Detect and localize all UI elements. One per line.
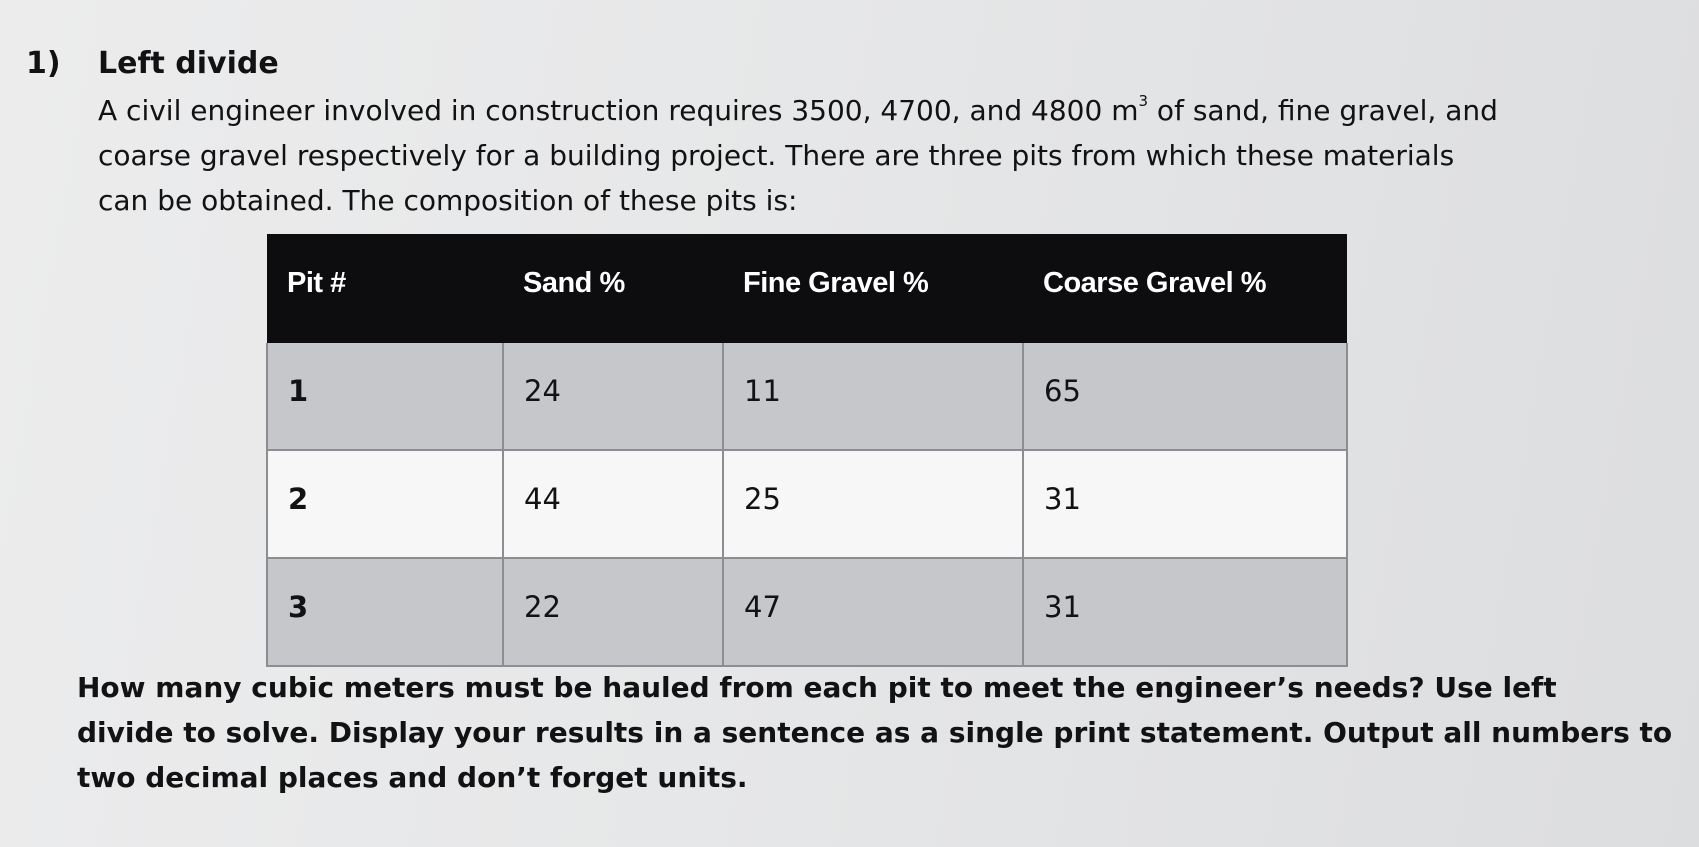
question-title: Left divide bbox=[98, 46, 279, 81]
question-line-2: divide to solve. Display your results in a sentence as a single print statement. Output all numbers to bbox=[77, 716, 1673, 749]
sand-cell: 24 bbox=[503, 343, 723, 450]
problem-statement bbox=[98, 88, 1618, 223]
coarse-gravel-cell: 65 bbox=[1023, 343, 1347, 450]
sand-cell: 44 bbox=[503, 450, 723, 558]
table-header-row bbox=[267, 234, 1347, 343]
statement-line-3: can be obtained. The composition of these pits is: bbox=[98, 184, 798, 217]
pit-number-cell: 2 bbox=[267, 450, 503, 558]
statement-line-1: A civil engineer involved in construction requires 3500, 4700, and 4800 $m^3$ of sand, fine gravel, and bbox=[98, 92, 1498, 127]
question-line-3: two decimal places and don’t forget units. bbox=[77, 761, 748, 794]
fine-gravel-cell: 47 bbox=[723, 558, 1023, 666]
fine-gravel-cell: 11 bbox=[723, 343, 1023, 450]
coarse-gravel-cell: 31 bbox=[1023, 450, 1347, 558]
table-row bbox=[267, 343, 1347, 450]
table-row bbox=[267, 558, 1347, 666]
statement-line-2: coarse gravel respectively for a building project. There are three pits from which these materials bbox=[98, 139, 1455, 172]
coarse-gravel-cell: 31 bbox=[1023, 558, 1347, 666]
pit-number-cell: 1 bbox=[267, 343, 503, 450]
question-line-1: How many cubic meters must be hauled from each pit to meet the engineer’s needs? Use left bbox=[77, 671, 1557, 704]
sand-cell: 22 bbox=[503, 558, 723, 666]
header-pit: Pit # bbox=[267, 234, 503, 343]
question-prompt bbox=[77, 665, 1673, 800]
pit-number-cell: 3 bbox=[267, 558, 503, 666]
table-row bbox=[267, 450, 1347, 558]
fine-gravel-cell: 25 bbox=[723, 450, 1023, 558]
header-coarse-gravel: Coarse Gravel % bbox=[1023, 234, 1347, 343]
header-fine-gravel: Fine Gravel % bbox=[723, 234, 1023, 343]
header-sand: Sand % bbox=[503, 234, 723, 343]
exponent: 3 bbox=[1138, 92, 1149, 110]
question-number: 1) bbox=[26, 46, 61, 81]
pit-composition-table bbox=[266, 234, 1348, 667]
